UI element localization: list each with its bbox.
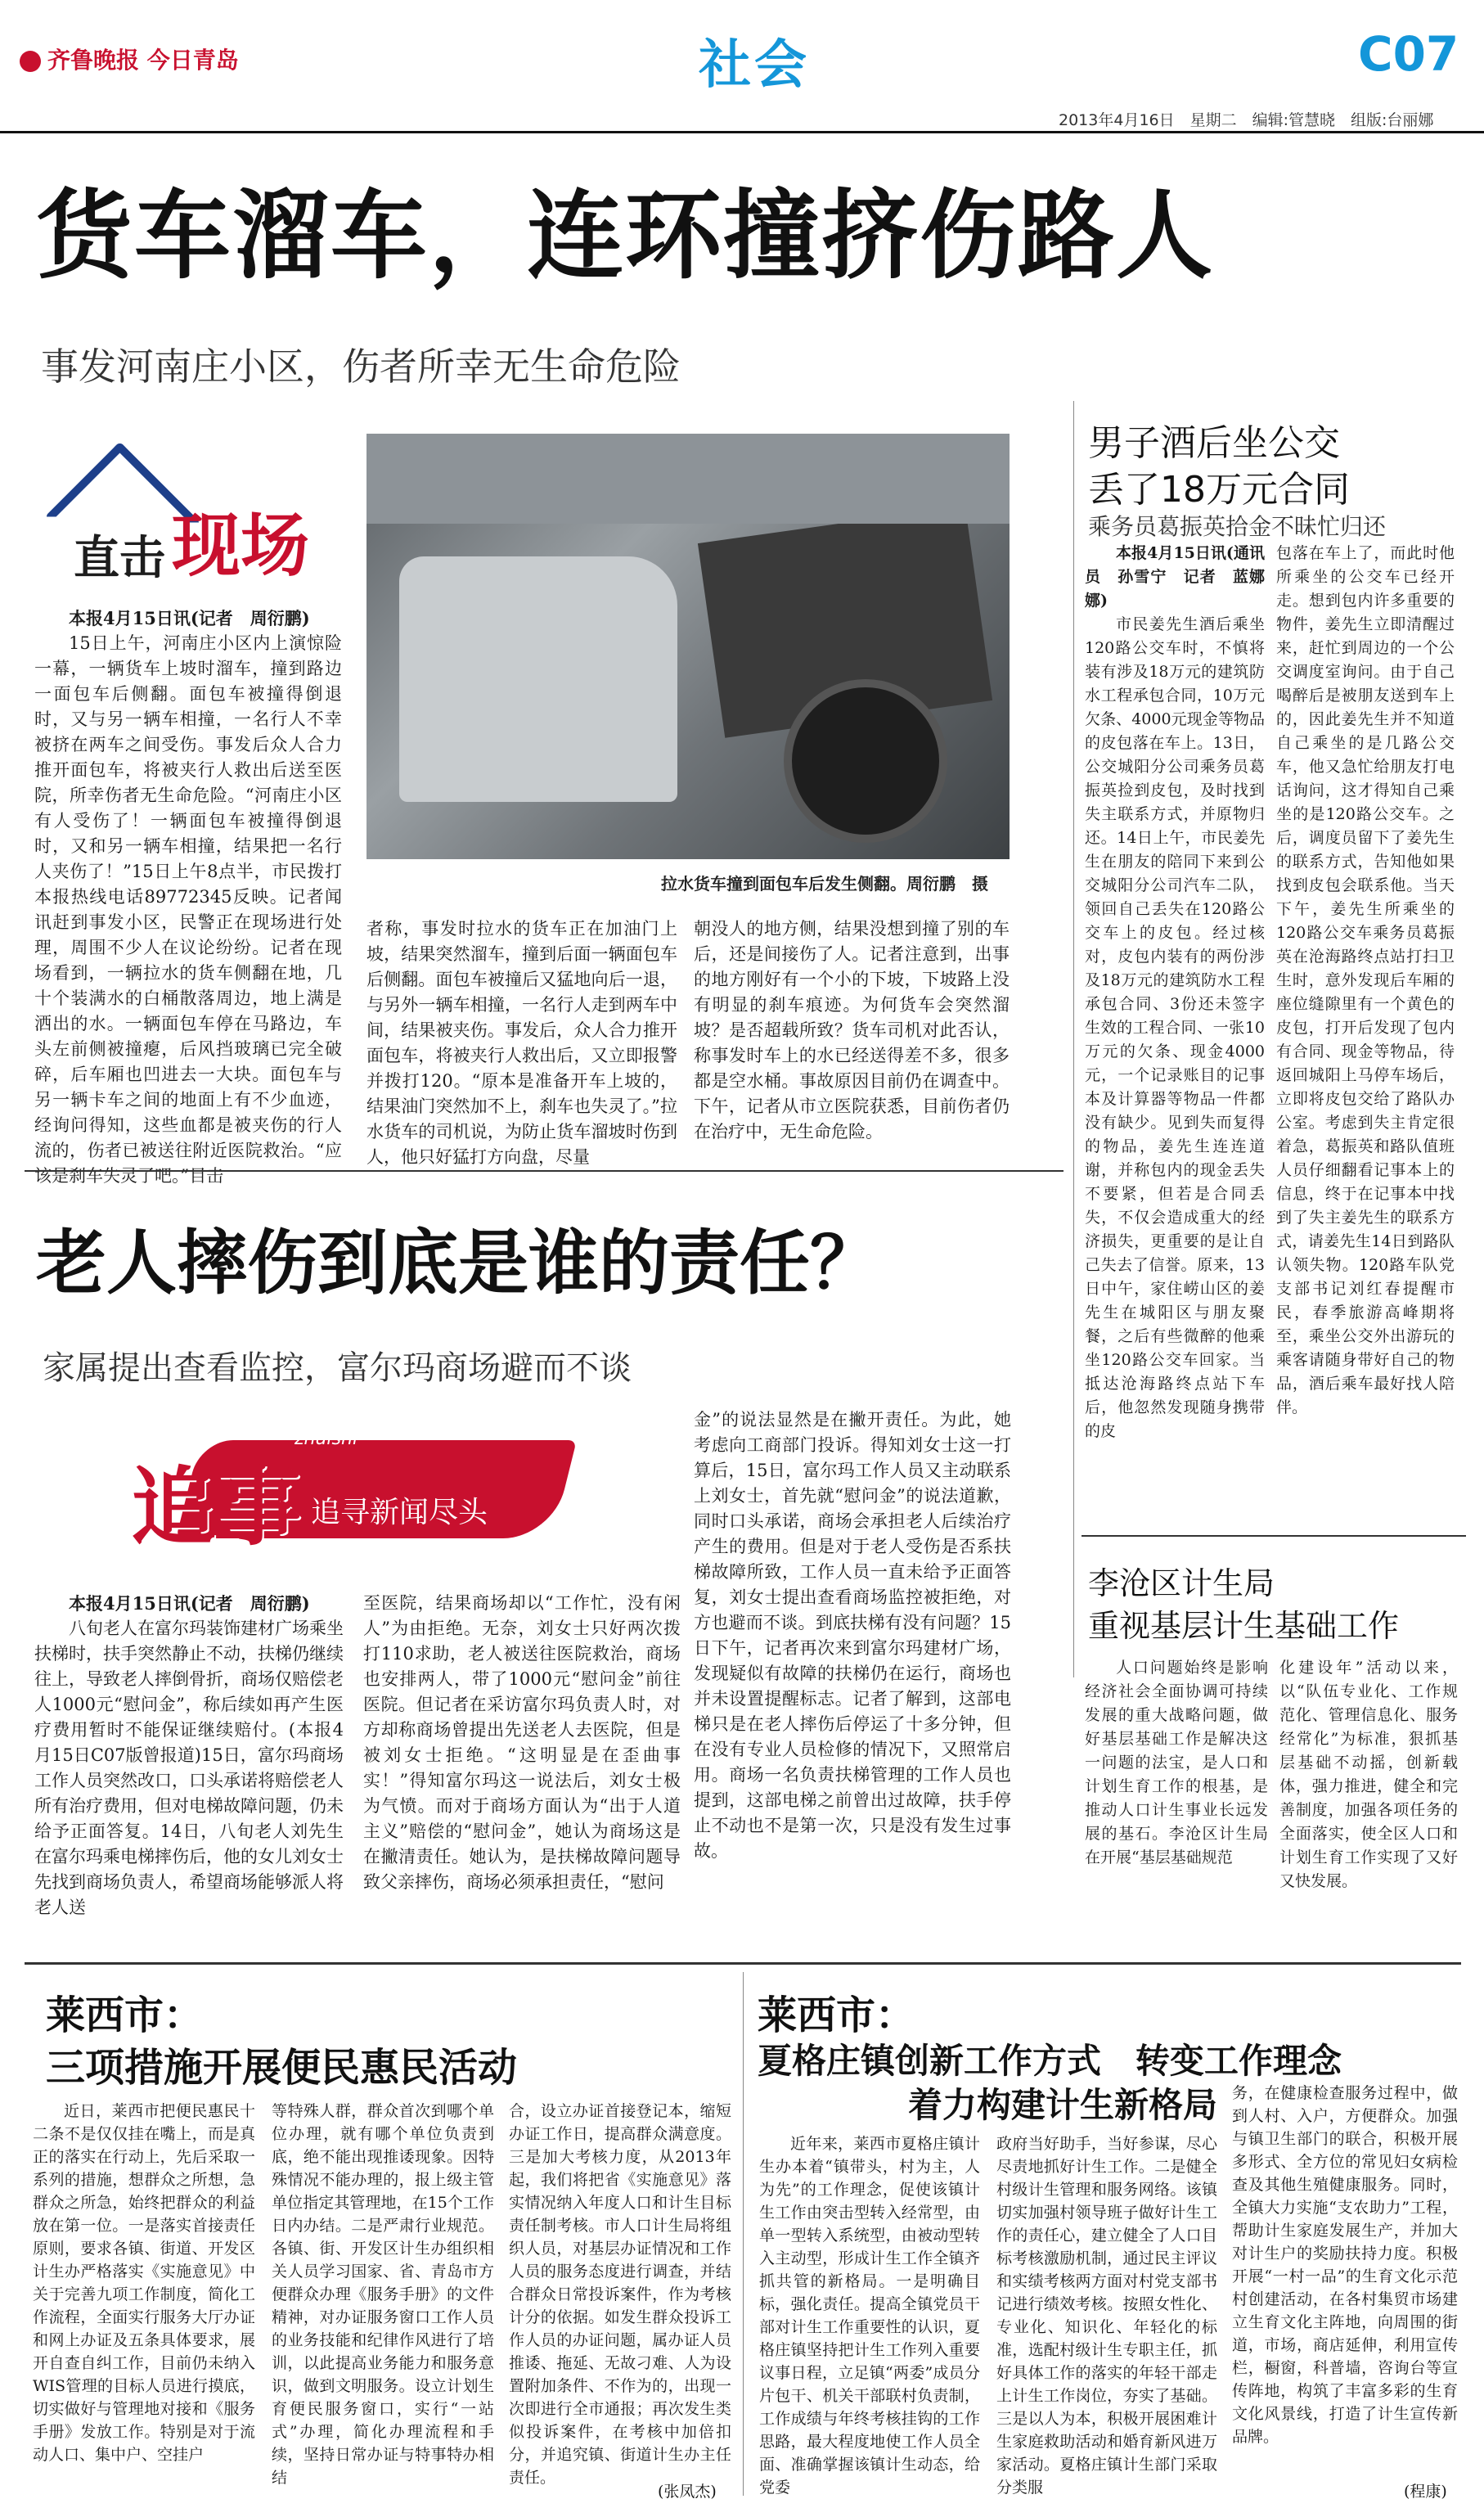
- story4-text-2: 政府当好助手，当好参谋，尽心尽责地抓好计生工作。二是健全村级计生管理和服务网络。该镇切实加强村领导班子做好计生工作的责任心，建立健全了人口目标考核激励机制，通过民主评议和实绩考核两方面对村党支部书记进行绩效考核。按照女性化、专业化、知识化、年轻化的标准，选配村级计生专职主任，抓好具体工作的落实的年轻干部走上计生工作岗位，夯实了基础。三是以人为本，积极开展困难计生家庭救助活动和婚育新风进万家活动。夏格庄镇计生部门采取分类服: [996, 2135, 1217, 2497]
- building-shape: [367, 434, 1010, 524]
- story-right2-headline-1: 李沧区计生局: [1088, 1565, 1275, 1601]
- story3-column-1: [33, 2100, 255, 2501]
- story2-text-3: 金”的说法显然是在撇开责任。为此，她考虑向工商部门投诉。得知刘女士这一打算后，15日，富尔玛工作人员又主动联系上刘女士，首先就“慰问金”的说法道歉，同时口头承诺，商场会承担老人后续治疗产生的费用。但是对于老人受伤是否系扶梯故障所致，工作人员一直未给予正面答复，刘女士提出查看商场监控被拒绝，对方也避而不谈。到底扶梯有没有问题？15日下午，记者再次来到富尔玛建材广场，发现疑似有故障的扶梯仍在运行，商场也并未设置提醒标志。记者了解到，这部电梯只是在老人摔伤后停运了十多分钟，但在没有专业人员检修的情况下，又照常启用。商场一名负责扶梯管理的工作人员也提到，这部电梯之前曾出过故障，扶手停止不动也不是第一次，只是没有发生过事故。: [694, 1410, 1011, 1861]
- story2-column-2: [363, 1591, 681, 1951]
- story1-column-3: [694, 916, 1010, 1154]
- story4-credit: (程康): [1404, 2483, 1447, 2501]
- story-right2-column-2: [1279, 1656, 1458, 1951]
- story-right1-subhead: 乘务员葛振英拾金不昧忙归还: [1088, 513, 1387, 540]
- story2-text-1: 八旬老人在富尔玛装饰建材广场乘坐扶梯时，扶手突然静止不动，扶梯仍继续往上，导致老人摔倒骨折，商场仅赔偿老人1000元“慰问金”，称后续如再产生医疗费用暂时不能保证继续赔付。(本报4月15日C07版曾报道)15日，富尔玛商场工作人员突然改口，口头承诺将赔偿老人所有治疗费用，但对电梯故障问题，仍未给予正面答复。14日，八旬老人刘先生在富尔玛乘电梯摔伤后，他的女儿刘女士先找到商场负责人，希望商场能够派人将老人送: [34, 1619, 344, 1917]
- story1-photo: [367, 434, 1010, 859]
- wheel-shape: [784, 679, 947, 843]
- story2-top-rule: [25, 1170, 1064, 1172]
- story2-column-3: [694, 1407, 1011, 1951]
- story1-text-2: 者称，事发时拉水的货车正在加油门上坡，结果突然溜车，撞到后面一辆面包车后侧翻。面包车被撞后又猛地向后一退，与另外一辆车相撞，一名行人走到两车中间，结果被夹伤。事发后，众人合力推开面包车，将被夹行人救出后，又立即报警并拨打120。“原本是准备开车上坡的，结果油门突然加不上，刹车也失灵了。”拉水货车的司机说，为防止货车溜坡时伤到人，他只好猛打方向盘，尽量: [367, 919, 677, 1167]
- story3-text-1: 近日，莱西市把便民惠民十二条不是仅仅挂在嘴上，而是真正的落实在行动上，先后采取一系列的措施，想群众之所想，急群众之所急，始终把群众的利益放在第一位。一是落实首接责任原则，要求各镇、街道、开发区计生办严格落实《实施意见》中关于完善九项工作制度，简化工作流程，全面实行服务大厅办证和网上办证及五条具体要求，展开自查自纠工作，目前仍未纳入WIS管理的目标人员进行摸底，切实做好与管理地对接和《服务手册》发放工作。特别是对于流动人口、集中户、空挂户: [33, 2102, 255, 2464]
- story3-column-2: [272, 2100, 494, 2501]
- story1-column-2: [367, 916, 677, 1167]
- van-shape: [399, 556, 677, 802]
- story4-headline-2: 夏格庄镇创新工作方式 转变工作理念: [758, 2041, 1342, 2081]
- story3-text-2: 等特殊人群，群众首次到哪个单位办理，就有哪个单位负责到底，绝不能出现推诿现象。因特殊情况不能办理的，报上级主管单位指定其管理地，在15个工作日内办结。二是严肃行业规范。各镇、街、开发区计生办组织相关人员学习国家、省、青岛市方便群众办理《服务手册》的文件精神，对办证服务窗口工作人员的业务技能和纪律作风进行了培训，以此提高业务能力和服务意识，做到文明服务。设立计划生育便民服务窗口，实行“一站式”办理，简化办理流程和手续，坚持日常办证与特事特办相结: [272, 2102, 494, 2487]
- story2-headline: 老人摔伤到底是谁的责任？: [36, 1222, 880, 1304]
- story-right1-column-2: [1276, 542, 1455, 1475]
- story-right1-byline: 本报4月15日讯(通讯员 孙雪宁 记者 蓝娜娜): [1085, 544, 1265, 610]
- story-right1-headline-1: 男子酒后坐公交: [1088, 422, 1340, 464]
- follow-up-badge: [131, 1416, 589, 1571]
- story-right2-text-2: 化建设年”活动以来，以“队伍专业化、工作规范化、管理信息化、服务经常化”为标准，狠抓基层基础不动摇，创新载体，强力推进，健全和完善制度，加强各项任务的全面落实，使全区人口和计划生育工作实现了又好又快发展。: [1279, 1659, 1458, 1890]
- story4-headline-3: 着力构建计生新格局: [908, 2085, 1218, 2125]
- story1-headline: 货车溜车，连环撞挤伤路人: [36, 179, 1215, 292]
- badge-slogan: 追寻新闻尽头: [311, 1496, 488, 1529]
- dateline: 2013年4月16日 星期二 编辑:管慧晓 组版:台丽娜: [1059, 111, 1434, 129]
- story1-byline: 本报4月15日讯(记者 周衍鹏): [69, 608, 310, 628]
- story4-column-3: [1232, 2082, 1458, 2478]
- story3-headline-2: 三项措施开展便民惠民活动: [46, 2045, 518, 2091]
- badge-pinyin: zhuishi: [295, 1429, 358, 1449]
- page-number: C07: [1358, 26, 1459, 82]
- story3-text-3: 合，设立办证首接登记本，缩短办证工作日，提高群众满意度。三是加大考核力度，从2013年起，我们将把省《实施意见》落实情况纳入年度人口和计生目标责任制考核。市人口计生局将组织人员，对基层办证情况和工作人员的服务态度进行调查，并结合群众日常投诉案件，作为考核计分的依据。如发生群众投诉工作人员的办证问题，属办证人员推诿、拖延、无故刁难、人为设置附加条件、不作为的，出现一次即进行全市通报；再次发生类似投诉案件，在考核中加倍扣分，并追究镇、街道计生办主任责任。: [509, 2102, 731, 2487]
- story1-text-1: 15日上午，河南庄小区内上演惊险一幕，一辆货车上坡时溜车，撞到路边一面包车后侧翻。面包车被撞得倒退时，又与另一辆车相撞，一名行人不幸被挤在两车之间受伤。事发后众人合力推开面包车，将被夹行人救出后送至医院，所幸伤者无生命危险。“河南庄小区有人受伤了！一辆面包车被撞得倒退时，又和另一辆车相撞，结果把一名行人夹伤了！”15日上午8点半，市民拨打本报热线电话89772345反映。记者闻讯赶到事发小区，民警正在现场进行处理，周围不少人在议论纷纷。记者在现场看到，一辆拉水的货车侧翻在地，几十个装满水的白桶散落周边，地上满是洒出的水。一辆面包车停在马路边，车头左前侧被撞瘪，后风挡玻璃已完全破碎，后车厢也凹进去一大块。面包车与另一辆卡车之间的地面上有不少血迹，经询问得知，这些血都是被夹伤的行人流的，伤者已被送往附近医院救治。“应该是刹车失灵了吧。”目击: [34, 633, 342, 1186]
- live-scene-badge: [49, 458, 327, 586]
- section-title: 社会: [699, 35, 810, 96]
- story3-headline-1: 莱西市：: [46, 1992, 204, 2038]
- story1-text-3: 朝没人的地方侧，结果没想到撞了别的车后，还是间接伤了人。记者注意到，出事的地方刚好有一个小的下坡，下坡路上没有明显的刹车痕迹。为何货车会突然溜坡？是否超载所致？货车司机对此否认，称事发时车上的水已经送得差不多，很多都是空水桶。事故原因目前仍在调查中。下午，记者从市立医院获悉，目前伤者仍在治疗中，无生命危险。: [694, 919, 1010, 1141]
- story4-headline-1: 莱西市：: [758, 1992, 915, 2038]
- newspaper-logo: 齐鲁晚报 今日青岛: [20, 43, 239, 75]
- badge-large-label: 现场: [172, 506, 310, 586]
- story-right1-headline-2: 丢了18万元合同: [1088, 469, 1350, 511]
- story-right2-text-1: 人口问题始终是影响经济社会全面协调可持续发展的重大战略问题，做好基层基础工作是解决这一问题的法宝，是人口和计划生育工作的根基，是推动人口计生事业长远发展的基石。李沧区计生局在开展“基层基础规范: [1085, 1659, 1268, 1866]
- story-right1-text-1: 市民姜先生酒后乘坐120路公交车时，不慎将装有涉及18万元的建筑防水工程承包合同，10万元欠条、4000元现金等物品的皮包落在车上。13日，公交城阳分公司乘务员葛振英捡到皮包，及时找到失主联系方式，并原物归还。14日上午，市民姜先生在朋友的陪同下来到公交城阳分公司汽车二队，领回自己丢失在120路公交车上的皮包。经过核对，皮包内装有的两份涉及18万元的建筑防水工程承包合同、3份还未签字生效的工程合同、一张10万元的欠条、现金4000元，一个记录账目的记事本及计算器等物品一件都没有缺少。见到失而复得的物品，姜先生连连道谢，并称包内的现金丢失不要紧，但若是合同丢失，不仅会造成重大的经济损失，更重要的是让自己失去了信誉。原来，13日中午，家住崂山区的姜先生在城阳区与朋友聚餐，之后有些微醉的他乘坐120路公交车回家。当抵达沧海路终点站下车后，他忽然发现随身携带的皮: [1085, 615, 1265, 1440]
- story-right2-headline-2: 重视基层计生基础工作: [1088, 1608, 1400, 1644]
- story1-subhead: 事发河南庄小区，伤者所幸无生命危险: [41, 344, 681, 389]
- story1-column-1: [34, 606, 342, 1186]
- story3-column-3: [509, 2100, 731, 2487]
- badge-chars: 追事: [131, 1457, 302, 1557]
- story2-text-2: 至医院，结果商场却以“工作忙，没有闲人”为由拒绝。无奈，刘女士只好两次拨打110求助，老人被送往医院救治，商场也安排两人，带了1000元“慰问金”前往医院。但记者在采访富尔玛负责人时，对方却称商场曾提出先送老人去医院，但是被刘女士拒绝。“这明显是在歪曲事实！”得知富尔玛这一说法后，刘女士极为气愤。而对于商场方面认为“出于人道主义”赔偿的“慰问金”，她认为商场这是在撇清责任。她认为，是扶梯故障问题导致父亲摔伤，商场必须承担责任，“慰问: [363, 1593, 681, 1892]
- story2-subhead: 家属提出查看监控，富尔玛商场避而不谈: [43, 1349, 632, 1387]
- story2-byline: 本报4月15日讯(记者 周衍鹏): [69, 1593, 310, 1614]
- story-right1-text-2: 包落在车上了，而此时他所乘坐的公交车已经开走。想到包内许多重要的物件，姜先生立即清醒过来，赶忙到周边的一个公交调度室询问。由于自己喝醉后是被朋友送到车上的，因此姜先生并不知道自己乘坐的是几路公交车，他又急忙给朋友打电话询问，这才得知自己乘坐的是120路公交车。之后，调度员留下了姜先生的联系方式，告知他如果找到皮包会联系他。当天下午，姜先生所乘坐的120路公交车乘务员葛振英在沧海路终点站打扫卫生时，意外发现后车厢的座位缝隙里有一个黄色的皮包，打开后发现了包内有合同、现金等物品，待返回城阳上马停车场后，立即将皮包交给了路队办公室。考虑到失主肯定很着急，葛振英和路队值班人员仔细翻看记事本上的信息，终于在记事本中找到了失主姜先生的联系方式，请姜先生14日到路队认领失物。120路车队党支部书记刘红春提醒市民，春季旅游高峰期将至，乘坐公交外出游玩的乘客请随身带好自己的物品，酒后乘车最好找人陪伴。: [1276, 544, 1455, 1416]
- bottom-section-rule: [25, 1962, 1461, 1965]
- story-right2-column-1: [1085, 1656, 1268, 1951]
- story-right2-top-rule: [1082, 1535, 1466, 1537]
- story4-column-1: [759, 2132, 980, 2501]
- story4-text-1: 近年来，莱西市夏格庄镇计生办本着“镇带头，村为主，人为先”的工作理念，促使该镇计生工作由突击型转入经常型，由单一型转入系统型，由被动型转入主动型，形成计生工作全镇齐抓共管的新格局。一是明确目标，强化责任。提高全镇党员干部对计生工作重要性的认识，夏格庄镇坚持把计生工作列入重要议事日程，立足镇“两委”成员分片包干、机关干部联村负责制，工作成绩与年终考核挂钩的工作思路，最大程度地使工作人员全面、准确掌握该镇计生动态，给党委: [759, 2135, 980, 2497]
- story4-column-2: [996, 2132, 1217, 2501]
- story2-column-1: [34, 1591, 344, 1951]
- story3-credit: (张凤杰): [658, 2483, 717, 2501]
- masthead-rule: [0, 131, 1484, 133]
- story1-photo-caption: 拉水货车撞到面包车后发生侧翻。周衍鹏 摄: [661, 874, 988, 894]
- story4-text-3: 务，在健康检查服务过程中，做到人村、入户，方便群众。加强与镇卫生部门的联合，积极开展多形式、全方位的常见妇女病检查及其他生殖健康服务。同时，全镇大力实施“支农助力”工程，帮助计生家庭发展生产，并加大对计生户的奖励扶持力度。积极开展“一村一品”的生育文化示范村创建活动，在各村集贸市场建立生育文化主阵地，向周围的街道，市场，商店延伸，利用宣传栏，橱窗，科普墙，咨询台等宣传阵地，构筑了丰富多彩的生育文化风景线，打造了计生宣传新品牌。: [1232, 2084, 1458, 2446]
- badge-small-label: 直击: [74, 532, 165, 585]
- logo-mark-icon: [20, 51, 41, 72]
- story-right1-column-1: [1085, 542, 1265, 1475]
- right-column-divider: [1073, 401, 1074, 1677]
- bottom-divider: [743, 1972, 744, 2496]
